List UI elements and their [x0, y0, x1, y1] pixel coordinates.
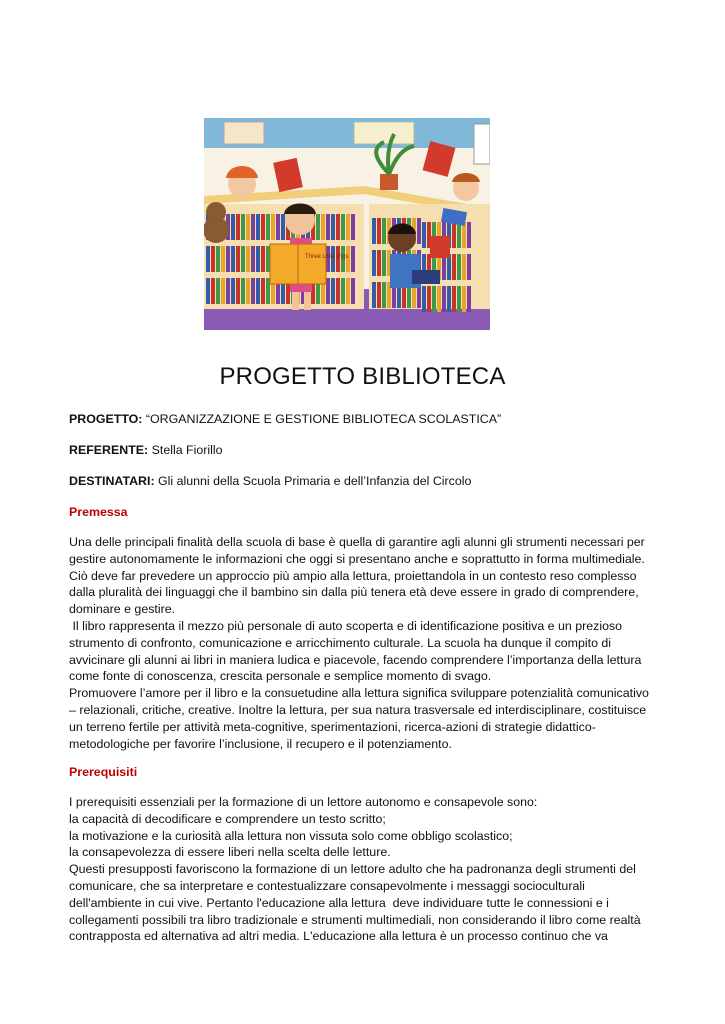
prerequisiti-heading: Prerequisiti — [69, 765, 138, 779]
premessa-line: dominare e gestire. — [69, 602, 176, 617]
premessa-line: – relazionali, critiche, creative. Inoltre la lettura, per sua natura trasversale ed interdisciplinare, costituisce — [69, 702, 647, 717]
premessa-line: Il libro rappresenta il mezzo più personale di auto scoperta e di identificazione positiva e un prezioso — [69, 618, 623, 633]
prerequisiti-paragraph — [69, 794, 669, 945]
book-cover-title: Three Little Pigs — [305, 254, 349, 260]
prerequisiti-line: la consapevolezza di essere liberi nella scelta delle letture. — [69, 845, 391, 860]
prerequisiti-line: la motivazione e la curiosità alla lettura non vissuta solo come obbligo scolastico; — [69, 828, 513, 843]
premessa-line: Ciò deve far prevedere un approccio più ampio alla lettura, proiettandola in un contesto reso complesso — [69, 568, 637, 583]
progetto-label: PROGETTO: — [69, 412, 143, 426]
prerequisiti-line: Questi presupposti favoriscono la formazione di un lettore adulto che ha padronanza degli strumenti del — [69, 862, 636, 877]
children-library-illustration — [204, 118, 490, 330]
premessa-line: metodologiche per favorire l’inclusione, il recupero e il potenziamento. — [69, 736, 452, 751]
premessa-line: dalla pluralità dei linguaggi che il bambino sin dalla più tenera età deve essere in grado di comprendere, — [69, 585, 639, 600]
premessa-line: strumento di confronto, comunicazione e arricchimento culturale. La scuola ha dunque il compito di — [69, 635, 612, 650]
prerequisiti-line: comunicare, che sa interpretare e contestualizzare consapevolmente i messaggi socioculturali — [69, 878, 585, 893]
prerequisiti-line: dell'ambiente in cui vive. Pertanto l'educazione alla lettura deve individuare tutte le connessioni e i — [69, 895, 609, 910]
destinatari-value: Gli alunni della Scuola Primaria e dell’Infanzia del Circolo — [158, 474, 472, 488]
library-scene-image — [204, 118, 490, 330]
referente-value: Stella Fiorillo — [151, 443, 223, 457]
prerequisiti-line: contrapposta ed alternativa ad altri media. L'educazione alla lettura è un processo continuo che va — [69, 929, 608, 944]
destinatari-line — [69, 473, 471, 489]
premessa-line: gestire autonomamente le informazioni che oggi si presentano anche e soprattutto in forma multimediale. — [69, 551, 645, 566]
referente-label: REFERENTE: — [69, 443, 149, 457]
prerequisiti-line: la capacità di decodificare e comprendere un testo scritto; — [69, 811, 386, 826]
progetto-value: “ORGANIZZAZIONE E GESTIONE BIBLIOTECA SCOLASTICA” — [145, 412, 502, 426]
premessa-heading: Premessa — [69, 505, 128, 519]
premessa-line: un terreno fertile per attività meta-cognitive, sperimentazioni, ricerca-azioni di strategie didattico- — [69, 719, 596, 734]
page-title: PROGETTO BIBLIOTECA — [219, 363, 506, 390]
destinatari-label: DESTINATARI: — [69, 474, 155, 488]
premessa-paragraph — [69, 534, 669, 752]
premessa-line: Una delle principali finalità della scuola di base è quella di garantire agli alunni gli strumenti necessari per — [69, 535, 645, 549]
referente-line — [69, 442, 223, 458]
prerequisiti-line: collegamenti possibili tra libro tradizionale e strumenti multimediali, non considerando il libro come realtà — [69, 912, 641, 927]
prerequisiti-line: I prerequisiti essenziali per la formazione di un lettore autonomo e consapevole sono: — [69, 795, 538, 809]
progetto-line — [69, 411, 501, 427]
premessa-line: come fonte di conoscenza, crescita personale e semplice momento di svago. — [69, 669, 492, 684]
premessa-line: avvicinare gli alunni ai libri in maniera ludica e piacevole, facendo comprendere l’importanza della lettura — [69, 652, 642, 667]
premessa-line: Promuovere l’amore per il libro e la consuetudine alla lettura significa sviluppare potenzialità comunicativo — [69, 686, 649, 701]
